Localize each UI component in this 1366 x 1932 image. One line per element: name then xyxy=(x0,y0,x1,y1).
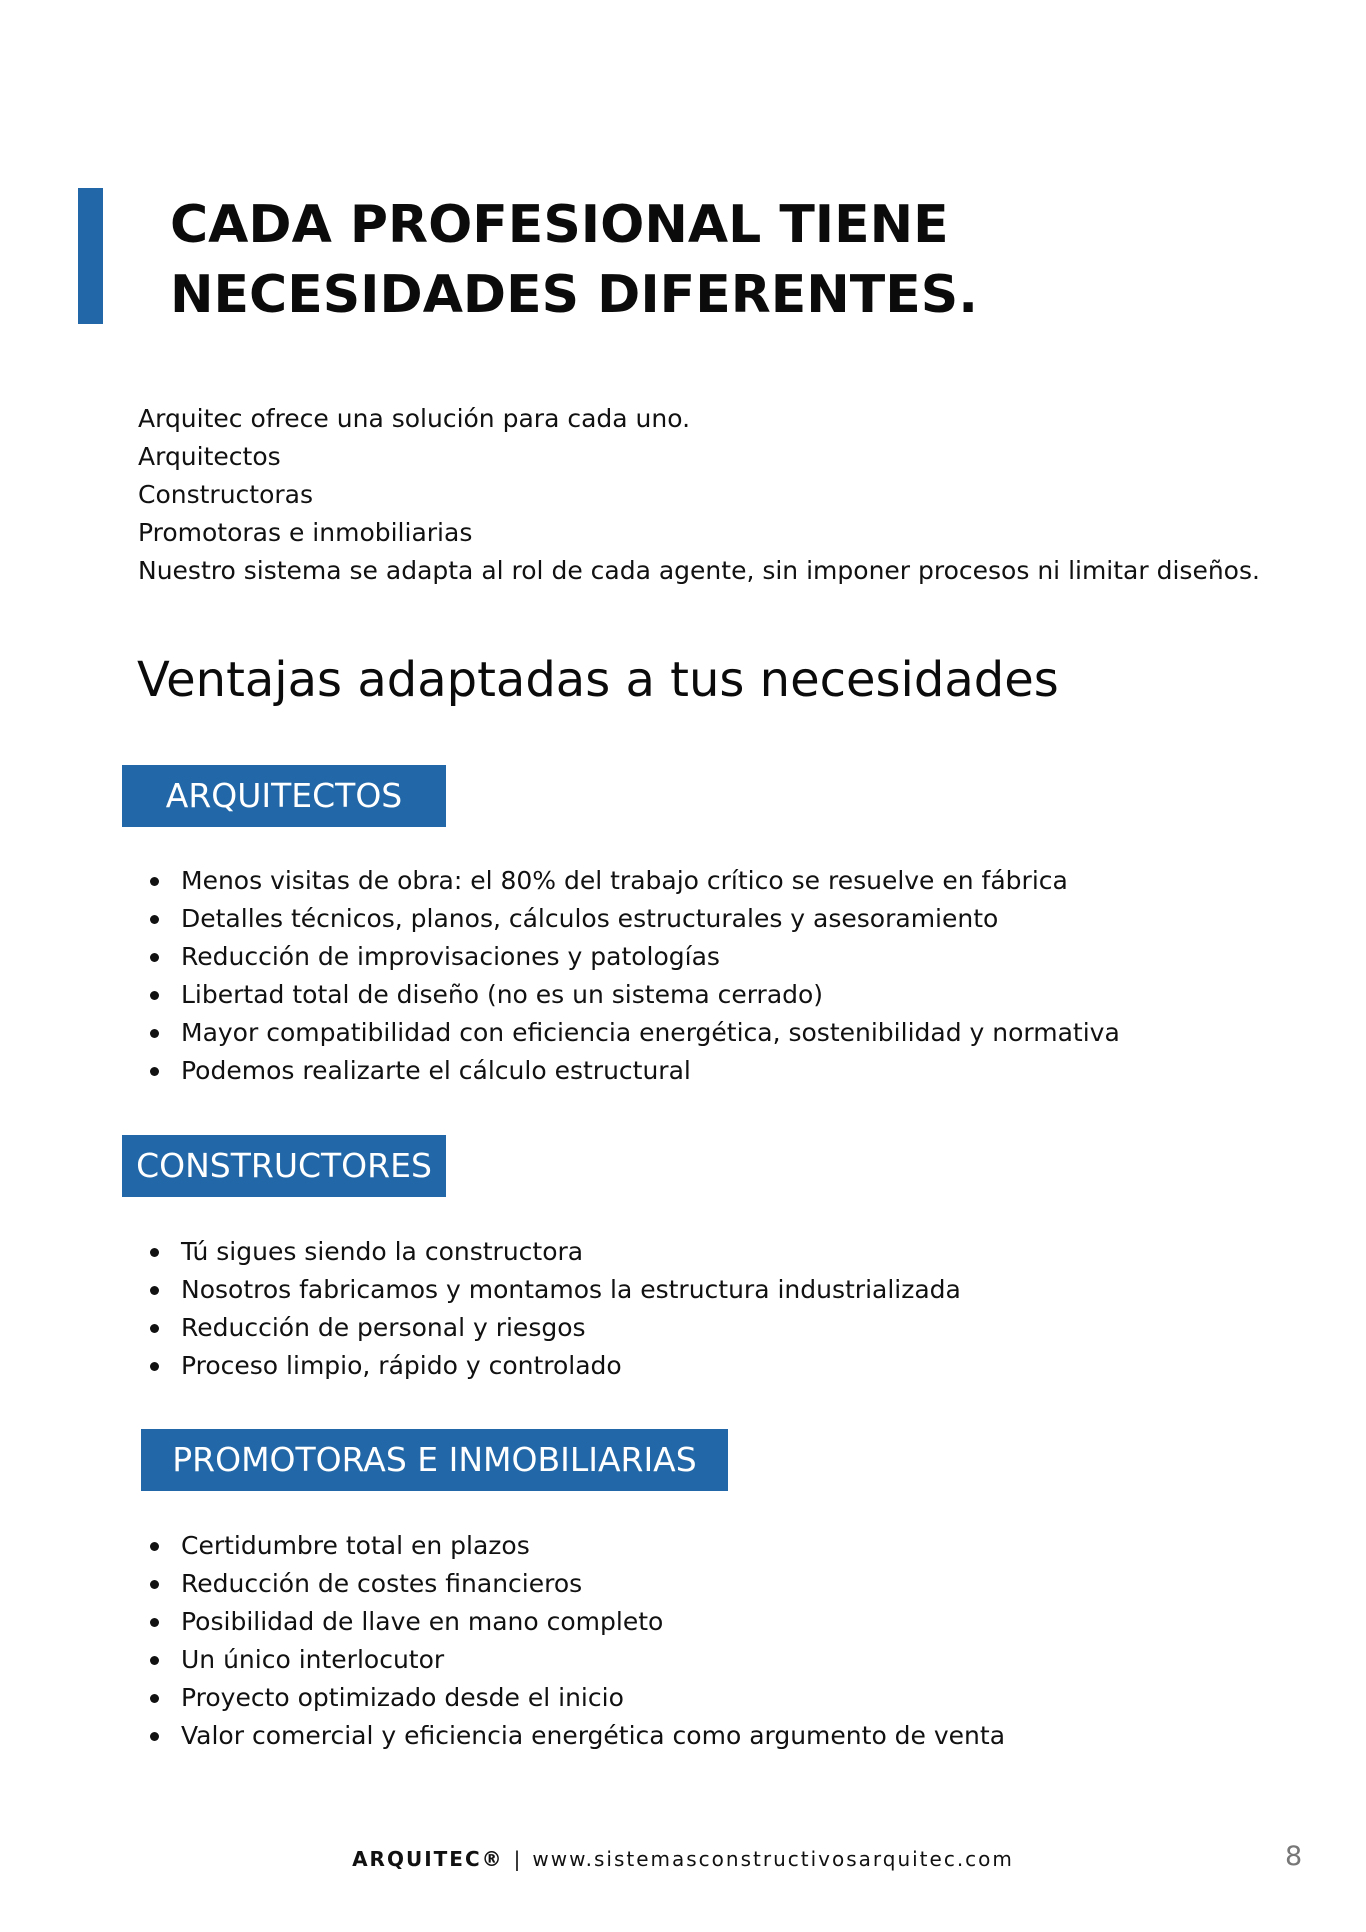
list-item: Posibilidad de llave en mano completo xyxy=(150,1603,1005,1641)
section-tag-arquitectos: ARQUITECTOS xyxy=(122,765,446,827)
promotoras-benefits-list xyxy=(150,1527,1005,1755)
intro-paragraph xyxy=(138,400,1260,590)
footer-url: www.sistemasconstructivosarquitec.com xyxy=(532,1847,1014,1871)
page-title xyxy=(170,190,978,330)
page-footer xyxy=(0,1845,1366,1873)
list-item: Menos visitas de obra: el 80% del trabajo crítico se resuelve en fábrica xyxy=(150,862,1120,900)
list-item: Mayor compatibilidad con eficiencia energética, sostenibilidad y normativa xyxy=(150,1014,1120,1052)
constructores-benefits-list xyxy=(150,1233,961,1385)
intro-line: Arquitec ofrece una solución para cada uno. xyxy=(138,404,691,433)
advantages-heading: Ventajas adaptadas a tus necesidades xyxy=(137,652,1059,708)
arquitectos-benefits-list xyxy=(150,862,1120,1090)
list-item: Proyecto optimizado desde el inicio xyxy=(150,1679,1005,1717)
intro-line: Arquitectos xyxy=(138,442,281,471)
intro-line: Promotoras e inmobiliarias xyxy=(138,518,473,547)
list-item: Tú sigues siendo la constructora xyxy=(150,1233,961,1271)
footer-brand: ARQUITEC® xyxy=(352,1847,504,1871)
page-title-line-1: CADA PROFESIONAL TIENE xyxy=(170,195,949,255)
list-item: Detalles técnicos, planos, cálculos estructurales y asesoramiento xyxy=(150,900,1120,938)
list-item: Proceso limpio, rápido y controlado xyxy=(150,1347,961,1385)
list-item: Nosotros fabricamos y montamos la estructura industrializada xyxy=(150,1271,961,1309)
list-item: Reducción de costes financieros xyxy=(150,1565,1005,1603)
section-tag-constructores: CONSTRUCTORES xyxy=(122,1135,446,1197)
list-item: Libertad total de diseño (no es un sistema cerrado) xyxy=(150,976,1120,1014)
intro-line: Constructoras xyxy=(138,480,314,509)
title-accent-bar xyxy=(78,188,103,324)
list-item: Reducción de improvisaciones y patologías xyxy=(150,938,1120,976)
page-title-line-2: NECESIDADES DIFERENTES. xyxy=(170,265,979,325)
list-item: Podemos realizarte el cálculo estructural xyxy=(150,1052,1120,1090)
section-tag-promotoras: PROMOTORAS E INMOBILIARIAS xyxy=(141,1429,728,1491)
list-item: Un único interlocutor xyxy=(150,1641,1005,1679)
footer-separator: | xyxy=(513,1847,523,1871)
list-item: Valor comercial y eficiencia energética como argumento de venta xyxy=(150,1717,1005,1755)
list-item: Reducción de personal y riesgos xyxy=(150,1309,961,1347)
intro-line: Nuestro sistema se adapta al rol de cada agente, sin imponer procesos ni limitar diseños. xyxy=(138,556,1260,585)
list-item: Certidumbre total en plazos xyxy=(150,1527,1005,1565)
page-number: 8 xyxy=(1285,1841,1303,1872)
